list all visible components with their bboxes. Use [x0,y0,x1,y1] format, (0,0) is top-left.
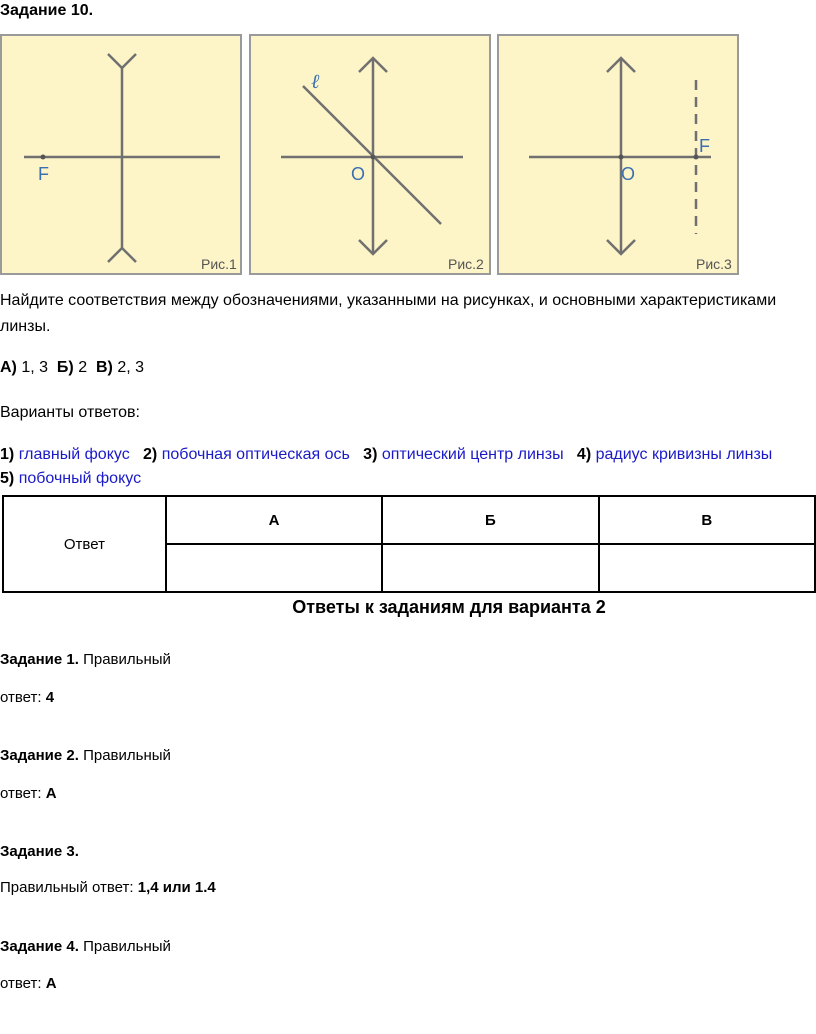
option-text: оптический центр линзы [381,446,564,463]
answer-table [2,495,816,593]
answer-title: Задание 4. [0,938,79,955]
item-value: 2 [78,359,88,376]
answer-value: А [45,785,57,802]
item-letter: А) [0,359,17,376]
answer-3-title-line [0,843,79,860]
option-number: 4) [576,446,592,463]
option-text: радиус кривизны линзы [595,446,773,463]
answer-value: 1,4 или 1.4 [137,879,216,896]
option-number: 1) [0,446,15,463]
figure-caption: Рис.1 [201,256,237,272]
options-list [0,443,816,491]
figure-caption: Рис.2 [448,256,484,272]
item-value: 1, 3 [21,359,49,376]
answer-text: Правильный [83,747,171,764]
option-text: главный фокус [18,446,130,463]
answer-4-title-line [0,938,171,955]
diverging-lens-diagram [2,36,244,277]
answer-value: 4 [45,689,55,706]
focus-label: F [699,136,710,156]
figure-2 [249,34,491,275]
option-text: побочная оптическая ось [161,446,350,463]
line-label: ℓ [311,71,320,93]
task-10-title: Задание 10. [0,2,94,19]
answer-2-value-line [0,785,57,802]
item-letter: В) [96,359,113,376]
figure-1 [0,34,242,275]
item-letter: Б) [56,359,74,376]
center-label: O [621,164,636,184]
answer-3-value-line [0,879,216,896]
focus-label: F [38,164,49,184]
column-header-a: А [166,496,382,544]
answer-text: Правильный [83,938,171,955]
answer-label: ответ: [0,785,42,802]
answer-1-title-line [0,651,171,668]
options-title: Варианты ответов: [0,404,140,421]
matching-items [0,355,144,381]
answer-label: Правильный ответ: [0,879,134,896]
answer-cell-a[interactable] [166,544,382,592]
converging-lens-secondary-axis-diagram [251,36,493,277]
column-header-v: В [599,496,815,544]
item-value: 2, 3 [117,359,145,376]
answer-cell-b[interactable] [382,544,598,592]
converging-lens-focal-plane-diagram [499,36,741,277]
answer-1-value-line [0,689,54,706]
answer-4-value-line [0,975,57,992]
answer-cell-v[interactable] [599,544,815,592]
answer-title: Задание 2. [0,747,79,764]
answer-row-label: Ответ [3,496,166,592]
column-header-b: Б [382,496,598,544]
option-number: 2) [143,446,158,463]
answer-title: Задание 3. [0,843,79,860]
option-text: побочный фокус [18,470,142,487]
answer-label: ответ: [0,975,42,992]
option-number: 3) [363,446,378,463]
answer-label: ответ: [0,689,42,706]
figure-caption: Рис.3 [696,256,732,272]
center-label: O [351,164,366,184]
answer-2-title-line [0,747,171,764]
answer-title: Задание 1. [0,651,79,668]
question-text: Найдите соответствия между обозначениями, указанными на рисунках, и основными характеристиками линзы. [0,292,777,335]
answers-heading: Ответы к заданиям для варианта 2 [292,597,606,617]
option-number: 5) [0,470,15,487]
answer-value: А [45,975,57,992]
figure-3 [497,34,739,275]
answer-text: Правильный [83,651,171,668]
